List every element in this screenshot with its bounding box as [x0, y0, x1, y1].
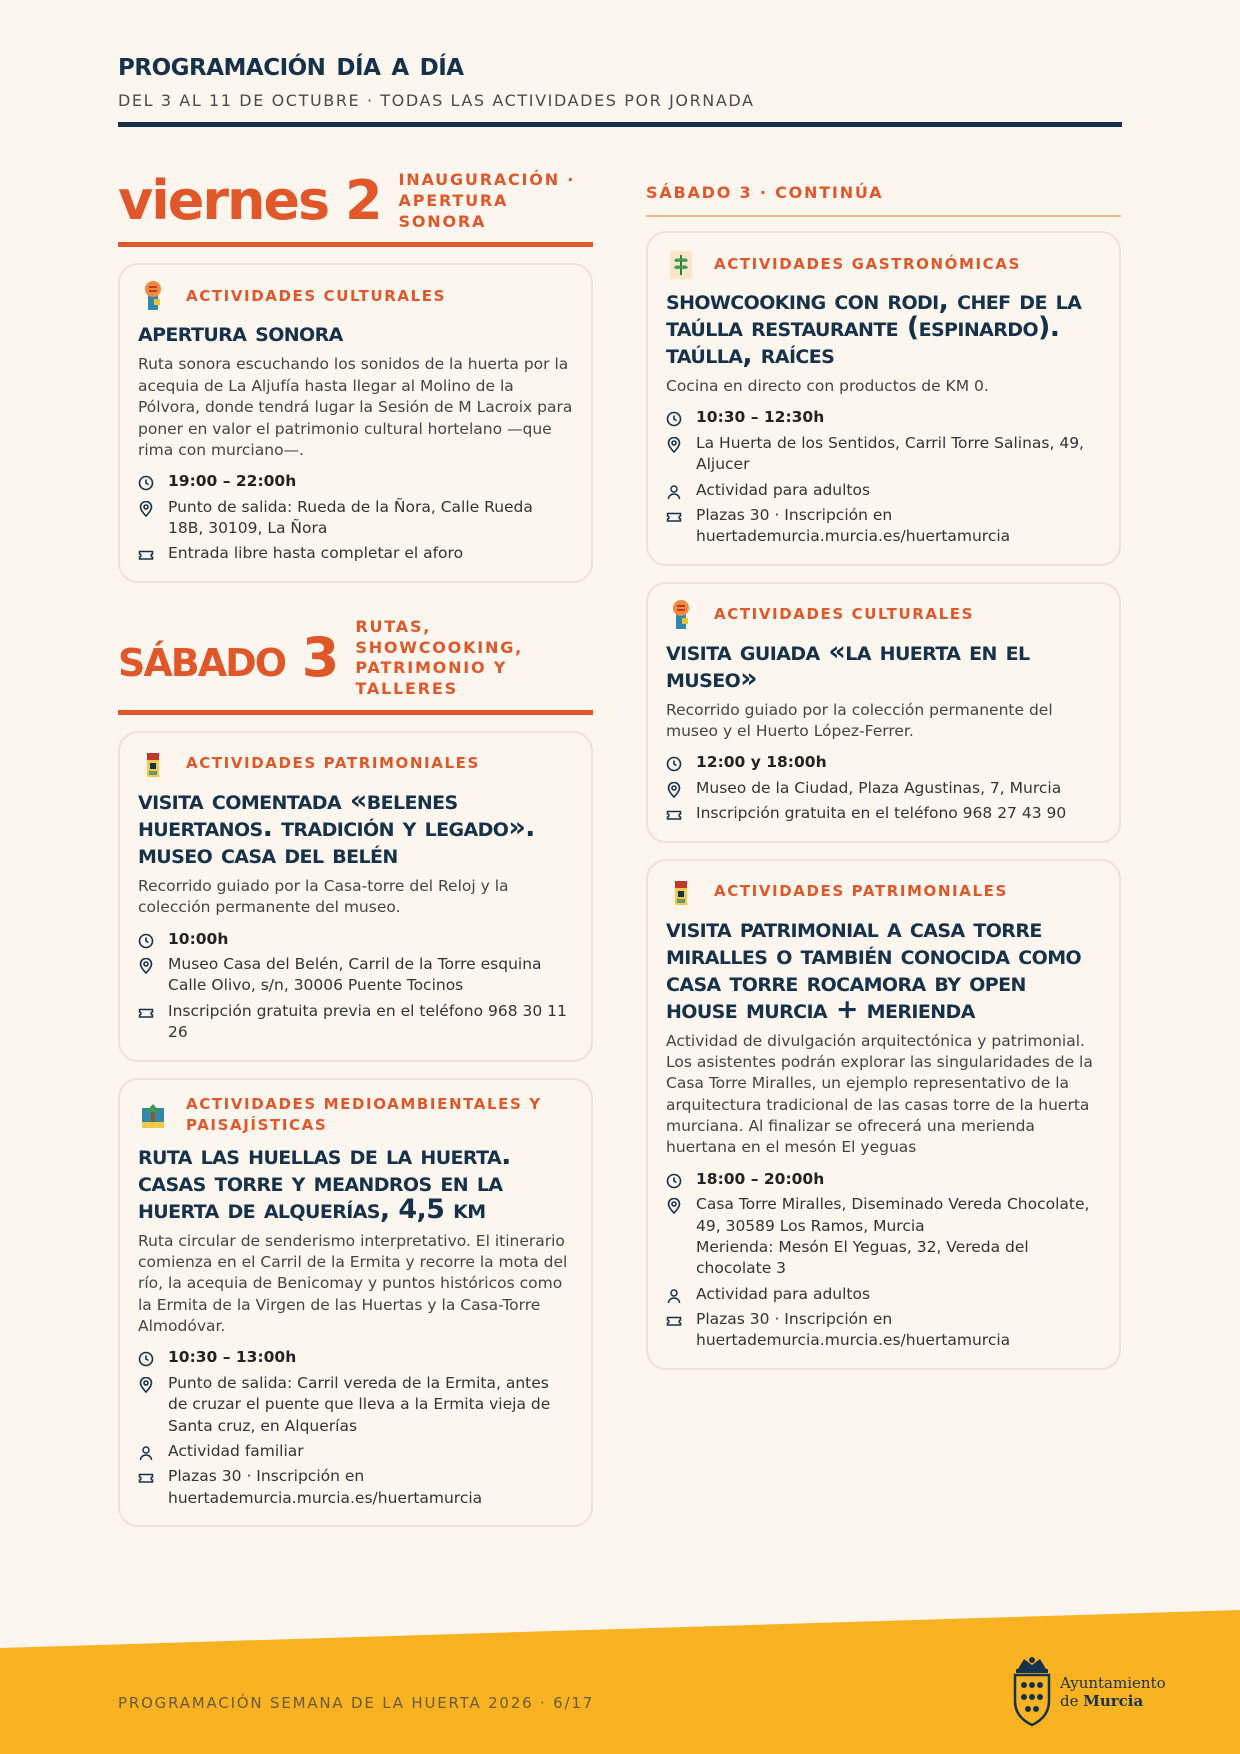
info-row-clock [666, 407, 1101, 428]
page-header [118, 44, 1122, 110]
logo-city: Murcia [1083, 1692, 1144, 1710]
info-row-ticket [138, 1466, 573, 1509]
left-column [118, 170, 593, 1543]
category-row [138, 747, 573, 781]
info-row-ticket [666, 803, 1101, 824]
info-text: Actividad para adultos [696, 1284, 871, 1303]
category-label: ACTIVIDADES PATRIMONIALES [186, 754, 480, 773]
coat-of-arms-icon [1010, 1655, 1054, 1729]
day-subtitle: INAUGURACIÓN · APERTURA SONORA [398, 170, 576, 231]
category-label: ACTIVIDADES MEDIOAMBIENTALES Y PAISAJÍSTICAS [186, 1094, 542, 1134]
activity-card [118, 731, 593, 1062]
page-title: programación día a día [118, 44, 464, 83]
activity-title: showcooking con rodi, chef de la taúlla restaurante (espinardo). taúlla, raíces [666, 285, 1082, 370]
header-divider [118, 122, 1122, 127]
activity-card [118, 263, 593, 582]
info-row-ticket [138, 543, 573, 564]
day-section [118, 170, 593, 583]
info-row-pin [666, 1194, 1101, 1280]
activity-description: Cocina en directo con productos de KM 0. [666, 377, 989, 395]
category-label: ACTIVIDADES CULTURALES [186, 286, 447, 305]
ticket-icon [138, 547, 154, 563]
info-text: Museo de la Ciudad, Plaza Agustinas, 7, Murcia [696, 778, 1062, 797]
day-section [118, 617, 593, 1527]
info-text: 12:00 y 18:00h [696, 753, 827, 772]
info-row-pin [666, 778, 1101, 799]
category-row [666, 247, 1101, 281]
activity-card [646, 231, 1121, 566]
location-pin-icon [666, 782, 682, 798]
location-pin-icon [666, 1198, 682, 1214]
info-text: Actividad familiar [168, 1441, 304, 1460]
info-row-person [666, 480, 1101, 501]
info-text: La Huerta de los Sentidos, Carril Torre Salinas, 49, Aljucer [696, 433, 1084, 474]
clock-icon [666, 756, 682, 772]
info-row-clock [138, 471, 573, 492]
activity-title: visita patrimonial a casa torre miralles o también conocida como casa torre rocamora by open house murcia + merienda [666, 912, 1082, 1025]
location-pin-icon [138, 958, 154, 974]
category-row [666, 598, 1101, 632]
activity-card [646, 859, 1121, 1370]
activity-description: Actividad de divulgación arquitectónica y patrimonial. Los asistentes podrán explorar las singularidades de la Casa Torre Miralles, un ejemplo representativo de la arquitectura tradicional de las casas torre de la huerta murciana. Al finalizar se ofrecerá una merienda huertana en el mesón El yeguas [666, 1031, 1093, 1157]
person-icon [666, 484, 682, 500]
category-row [666, 875, 1101, 909]
info-text: Inscripción gratuita en el teléfono 968 27 43 90 [696, 804, 1067, 823]
activity-title: apertura sonora [138, 317, 343, 349]
person-icon [138, 1445, 154, 1461]
info-row-pin [138, 1373, 573, 1437]
info-row-clock [666, 752, 1101, 773]
info-row-clock [666, 1169, 1101, 1190]
category-row [138, 1094, 573, 1136]
activity-title: ruta las huellas de la huerta. casas torre y meandros en la huerta de alquerías, 4,5 km [138, 1139, 511, 1225]
info-row-ticket [666, 505, 1101, 548]
clock-icon [138, 1351, 154, 1367]
heritage-icon [138, 747, 168, 781]
right-card-list [646, 231, 1121, 1370]
ticket-icon [666, 807, 682, 823]
info-text: Punto de salida: Carril vereda de la Ermita, antes de cruzar el puente que lleva a la Ermita vieja de Santa cruz, en Alquerías [168, 1373, 551, 1435]
info-row-ticket [138, 1001, 573, 1044]
logo-wordmark [1060, 1674, 1166, 1710]
info-row-pin [666, 433, 1101, 476]
continuation-heading: SÁBADO 3 · CONTINÚA [646, 170, 1121, 217]
info-row-pin [138, 497, 573, 540]
ticket-icon [138, 1470, 154, 1486]
logo-line-1: Ayuntamiento [1060, 1674, 1166, 1692]
info-text: Inscripción gratuita previa en el teléfono 968 30 11 26 [168, 1001, 567, 1042]
footer-page-label: PROGRAMACIÓN SEMANA DE LA HUERTA 2026 · 6/17 [118, 1694, 595, 1712]
page-subtitle: DEL 3 AL 11 DE OCTUBRE · TODAS LAS ACTIVIDADES POR JORNADA [118, 91, 755, 110]
info-text: Entrada libre hasta completar el aforo [168, 544, 464, 563]
info-text: Punto de salida: Rueda de la Ñora, Calle Rueda 18B, 30109, La Ñora [168, 497, 533, 538]
ayuntamiento-logo [1010, 1655, 1166, 1729]
info-text: Museo Casa del Belén, Carril de la Torre esquina Calle Olivo, s/n, 30006 Puente Tocinos [168, 955, 542, 995]
activity-title: visita guiada «la huerta en el museo» [666, 635, 1030, 694]
location-pin-icon [666, 437, 682, 453]
category-label: ACTIVIDADES PATRIMONIALES [714, 882, 1008, 900]
category-label: ACTIVIDADES GASTRONÓMICAS [714, 254, 1021, 273]
environment-icon [138, 1098, 168, 1132]
clock-icon [138, 933, 154, 949]
activity-card [646, 582, 1121, 843]
cultural-icon [666, 598, 696, 632]
activity-description: Ruta sonora escuchando los sonidos de la huerta por la acequia de La Aljufía hasta llegar al Molino de la Pólvora, donde tendrá lugar la Sesión de M Lacroix para poner en valor el patrimonio cultural hortelano —que rima con murciano—. [138, 355, 573, 459]
day-subtitle: RUTAS, SHOWCOOKING, PATRIMONIO Y TALLERES [355, 616, 524, 699]
location-pin-icon [138, 501, 154, 517]
info-text: Plazas 30 · Inscripción en huertademurcia.murcia.es/huertamurcia [696, 505, 1011, 546]
info-row-person [666, 1284, 1101, 1305]
info-text: 19:00 – 22:00h [168, 472, 297, 491]
ticket-icon [666, 509, 682, 525]
category-label: ACTIVIDADES CULTURALES [714, 605, 975, 624]
info-row-clock [138, 929, 573, 950]
info-text: Actividad para adultos [696, 480, 871, 499]
activity-card [118, 1078, 593, 1528]
info-text: 18:00 – 20:00h [696, 1169, 825, 1188]
ticket-icon [666, 1313, 682, 1329]
day-heading [118, 170, 593, 247]
info-row-clock [138, 1347, 573, 1368]
location-pin-icon [138, 1377, 154, 1393]
ticket-icon [138, 1005, 154, 1021]
info-text: 10:30 – 13:00h [168, 1348, 297, 1367]
info-row-ticket [666, 1309, 1101, 1352]
day-name: viernes 2 [118, 169, 381, 233]
activity-title: visita comentada «belenes huertanos. tradición y legado». museo casa del belén [138, 784, 535, 870]
logo-line-2 [1060, 1692, 1166, 1710]
info-row-pin [138, 954, 573, 997]
info-text: Plazas 30 · Inscripción en huertademurcia.murcia.es/huertamurcia [696, 1310, 1011, 1350]
clock-icon [666, 411, 682, 427]
cultural-icon [138, 279, 168, 313]
info-text: 10:00h [168, 929, 229, 948]
right-column [646, 170, 1121, 1386]
day-heading [118, 617, 593, 715]
person-icon [666, 1288, 682, 1304]
info-text: Plazas 30 · Inscripción en huertademurcia.murcia.es/huertamurcia [168, 1467, 483, 1507]
activity-description: Recorrido guiado por la colección permanente del museo y el Huerto López-Ferrer. [666, 700, 1053, 740]
activity-description: Ruta circular de senderismo interpretativo. El itinerario comienza en el Carril de la Ermita y recorre la mota del río, la acequia de Benicomay y puntos históricos como la Ermita de la Virgen de las Huertas y la Casa-Torre Almodóvar. [138, 1231, 568, 1336]
activity-description: Recorrido guiado por la Casa-torre del Reloj y la colección permanente del museo. [138, 876, 509, 917]
info-row-person [138, 1441, 573, 1462]
info-text: 10:30 – 12:30h [696, 408, 825, 427]
info-text: Casa Torre Miralles, Diseminado Vereda Chocolate, 49, 30589 Los Ramos, Murcia Merienda: Mesón El Yeguas, 32, Vereda del chocolate 3 [696, 1195, 1090, 1278]
heritage-icon [666, 875, 696, 909]
clock-icon [666, 1173, 682, 1189]
category-row [138, 279, 573, 313]
gastronomy-icon [666, 247, 696, 281]
clock-icon [138, 475, 154, 491]
day-name: sábado 3 [118, 626, 338, 690]
logo-prefix: de [1060, 1692, 1079, 1710]
